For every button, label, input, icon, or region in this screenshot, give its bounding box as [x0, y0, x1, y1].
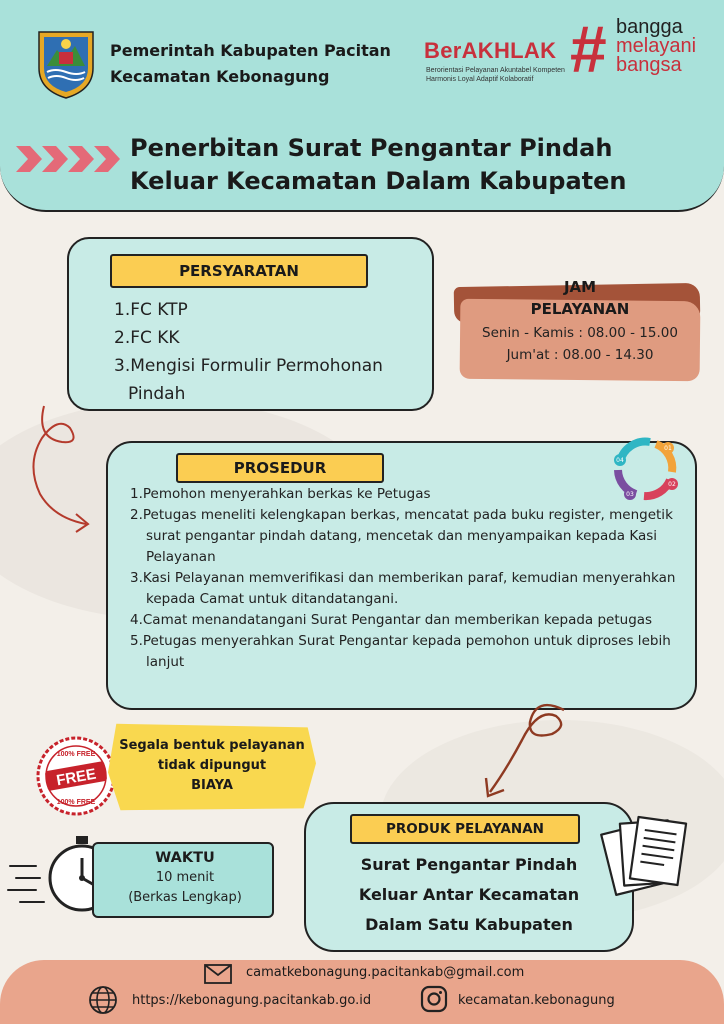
instagram-icon — [420, 985, 448, 1013]
melayani-word: melayani — [616, 35, 697, 57]
service-hours — [460, 322, 700, 366]
procedure-heading: PROSEDUR — [176, 453, 384, 483]
time-condition: (Berkas Lengkap) — [128, 890, 242, 905]
cycle-label: 01 — [664, 445, 672, 452]
requirements-heading: PERSYARATAN — [110, 254, 368, 288]
government-name — [110, 38, 391, 90]
service-hours-heading-line-1: JAM — [563, 278, 597, 296]
product-description — [318, 850, 620, 940]
berakhlak-tagline-2: Harmonis Loyal Adaptif Kolaboratif — [426, 76, 534, 83]
product-heading: PRODUK PELAYANAN — [350, 814, 580, 844]
requirements-list — [114, 296, 414, 408]
instagram-handle[interactable]: kecamatan.kebonagung — [458, 993, 615, 1008]
bangga-word: bangga — [616, 16, 683, 38]
requirement-item: 1.FC KTP — [114, 300, 188, 320]
requirement-item: 2.FC KK — [114, 328, 180, 348]
cycle-label: 03 — [626, 491, 634, 498]
free-note — [112, 736, 312, 796]
free-note-line-3: BIAYA — [191, 778, 233, 793]
cycle-label: 02 — [668, 481, 676, 488]
bangga-melayani-bangsa — [616, 18, 696, 75]
website-link[interactable]: https://kebonagung.pacitankab.go.id — [132, 993, 372, 1008]
procedure-step: 2.Petugas meneliti kelengkapan berkas, mencatat pada buku register, mengetik surat pengantar pindah datang, mencetak dan menyampaikan kepada Kasi Pelayanan — [130, 507, 673, 565]
free-note-line-1: Segala bentuk pelayanan — [119, 738, 305, 753]
hours-weekday: Senin - Kamis : 08.00 - 15.00 — [482, 325, 678, 341]
procedure-step: 4.Camat menandatangani Surat Pengantar dan memberikan kepada petugas — [130, 612, 653, 628]
berakhlak-tagline-1: Berorientasi Pelayanan Akuntabel Kompeten — [426, 67, 565, 74]
curly-arrow-icon — [22, 398, 112, 538]
service-hours-heading-line-2: PELAYANAN — [530, 300, 630, 318]
free-note-line-2: tidak dipungut — [157, 758, 267, 773]
page-title — [130, 132, 627, 198]
free-stamp-top: 100% FREE — [56, 751, 96, 758]
procedure-step: 3.Kasi Pelayanan memverifikasi dan memberikan paraf, kemudian menyerahkan kepada Camat untuk ditandatangani. — [130, 570, 676, 607]
free-stamp-icon — [34, 734, 118, 818]
requirement-item: 3.Mengisi Formulir Permohonan Pindah — [114, 356, 383, 404]
government-line-2: Kecamatan Kebonagung — [110, 67, 330, 86]
chevrons-icon — [16, 146, 124, 172]
crest-icon — [35, 28, 97, 100]
title-line-1: Penerbitan Surat Pengantar Pindah — [130, 134, 613, 162]
bangsa-word: bangsa — [616, 54, 682, 76]
email-address[interactable]: camatkebonagung.pacitankab@gmail.com — [246, 965, 525, 980]
title-line-2: Keluar Kecamatan Dalam Kabupaten — [130, 167, 627, 195]
procedure-list — [130, 484, 690, 673]
product-line-1: Surat Pengantar Pindah — [360, 855, 578, 874]
product-line-2: Keluar Antar Kecamatan — [358, 885, 580, 904]
globe-icon — [88, 985, 118, 1015]
berakhlak-logo-text: BerAKHLAK — [424, 38, 557, 63]
free-stamp-bottom: 100% FREE — [56, 799, 96, 806]
hashtag-mark: # — [570, 12, 607, 86]
government-line-1: Pemerintah Kabupaten Pacitan — [110, 41, 391, 60]
cycle-label: 04 — [616, 457, 624, 464]
berakhlak-tagline — [426, 66, 565, 84]
time-duration: 10 menit — [155, 870, 215, 885]
procedure-step: 1.Pemohon menyerahkan berkas ke Petugas — [130, 486, 431, 502]
time-heading: WAKTU — [155, 850, 215, 866]
procedure-step: 5.Petugas menyerahkan Surat Pengantar kepada pemohon untuk diproses lebih lanjut — [130, 633, 671, 670]
free-stamp-word: FREE — [55, 765, 98, 790]
hours-friday: Jum'at : 08.00 - 14.30 — [506, 347, 654, 363]
documents-icon — [598, 808, 692, 908]
time-value — [110, 868, 260, 908]
email-icon — [204, 964, 232, 984]
curly-arrow-icon — [476, 700, 576, 804]
service-hours-heading — [470, 276, 690, 320]
product-line-3: Dalam Satu Kabupaten — [365, 915, 573, 934]
